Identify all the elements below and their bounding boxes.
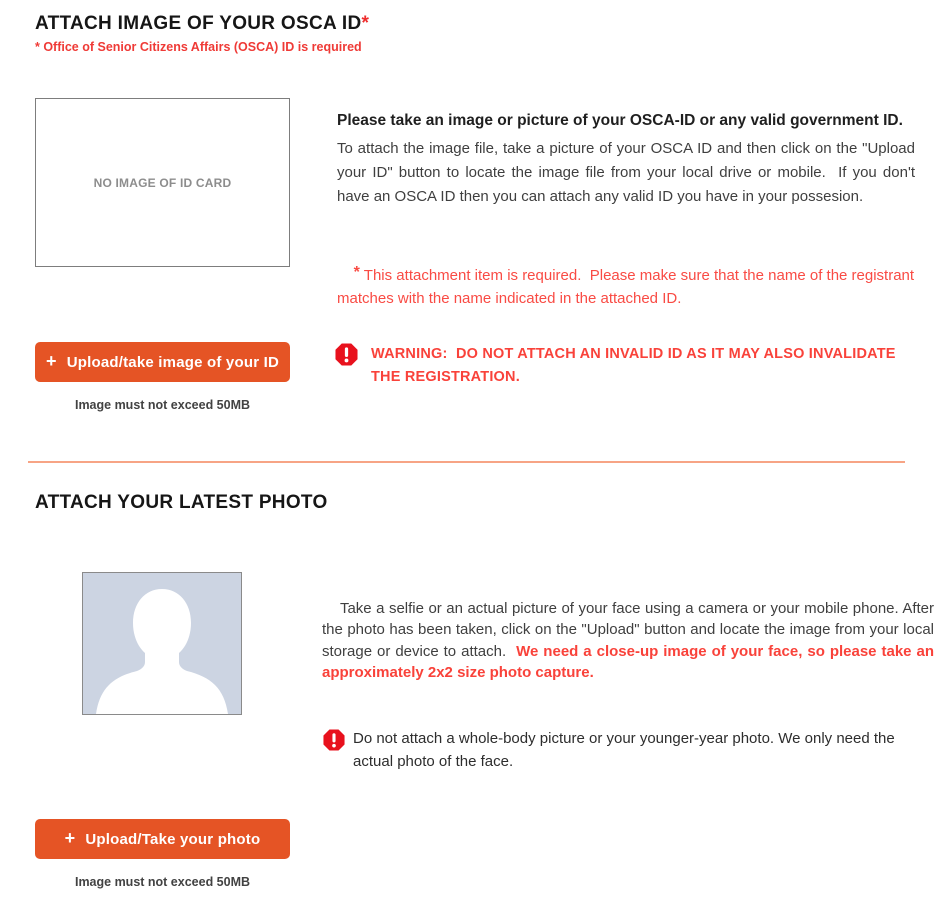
photo-note-octagon-icon [323,729,345,751]
id-required-note [337,241,919,333]
warning-octagon-icon [335,343,358,366]
required-note-text: This attachment item is required. Please make sure that the name of the registrant matches with the name indicated in the attached ID. [337,267,919,307]
plus-icon: + [64,827,76,848]
osca-id-section-title [35,13,369,35]
upload-photo-button-label: Upload/Take your photo [85,830,261,848]
photo-instructions-normal: Take a selfie or an actual picture of your face using a camera or your mobile phone. After the photo has been taken, click on the "Upload" button and locate the image from your local storage or device to attach. [322,599,939,660]
osca-id-title-text: ATTACH IMAGE OF YOUR OSCA ID [35,13,362,34]
photo-size-limit-caption: Image must not exceed 50MB [74,875,251,889]
id-instructions-heading: Please take an image or picture of your OSCA-ID or any valid government ID. [337,112,903,129]
photo-section-title: ATTACH YOUR LATEST PHOTO [35,492,328,513]
id-instructions-body: To attach the image file, take a picture of your OSCA ID and then click on the "Upload your ID" button to locate the image file from your local drive or mobile. If you don't have an OSCA ID then you can attach any valid ID you have in your possesion. [337,140,920,205]
upload-id-button[interactable] [35,342,290,382]
invalid-id-warning-text: WARNING: DO NOT ATTACH AN INVALID ID AS IT MAY ALSO INVALIDATE THE REGISTRATION. [371,346,900,385]
id-size-limit-caption: Image must not exceed 50MB [74,398,251,412]
photo-note-text: Do not attach a whole-body picture or your younger-year photo. We only need the actual photo of the face. [353,730,899,770]
plus-icon: + [45,350,57,371]
osca-id-section-subtitle: * Office of Senior Citizens Affairs (OSCA) ID is required [35,40,362,54]
required-asterisk: * [361,13,370,34]
section-divider [28,461,905,463]
photo-instructions-emphasis: We need a close-up image of your face, so please take an approximately 2x2 size photo capture. [322,642,939,681]
photo-placeholder-avatar [82,572,242,715]
person-silhouette-icon [83,573,241,714]
no-id-image-label: NO IMAGE OF ID CARD [93,175,232,190]
upload-photo-button[interactable] [35,819,290,859]
id-image-placeholder [35,98,290,267]
photo-instructions-body [322,576,939,705]
required-note-asterisk: * [353,264,360,281]
upload-id-button-label: Upload/take image of your ID [66,353,280,371]
